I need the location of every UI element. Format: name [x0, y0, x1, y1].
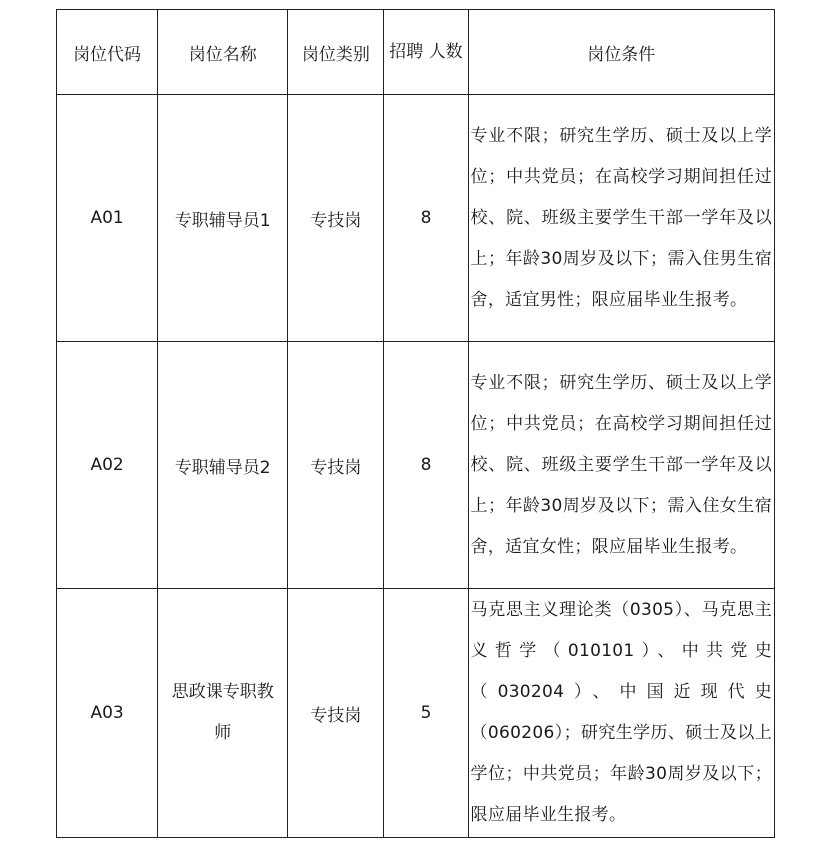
header-position-code: 岗位代码	[57, 10, 158, 95]
cell-position-name: 专职辅导员2	[158, 342, 288, 589]
cell-position-code: A02	[57, 342, 158, 589]
cell-hiring-count: 8	[384, 95, 468, 342]
cell-position-name: 专职辅导员1	[158, 95, 288, 342]
header-position-name: 岗位名称	[158, 10, 288, 95]
header-position-conditions: 岗位条件	[468, 10, 774, 95]
cell-position-conditions: 专业不限；研究生学历、硕士及以上学位；中共党员；在高校学习期间担任过校、院、班级主要学生干部一学年及以上；年龄30周岁及以下；需入住女生宿舍，适宜女性；限应届毕业生报考。	[468, 342, 774, 589]
table-row	[57, 589, 775, 838]
cell-position-name: 思政课专职教师	[158, 589, 288, 838]
cell-position-code: A03	[57, 589, 158, 838]
cell-position-code: A01	[57, 95, 158, 342]
cell-position-category: 专技岗	[288, 342, 384, 589]
cell-position-category: 专技岗	[288, 95, 384, 342]
cell-position-conditions: 马克思主义理论类（0305）、马克思主义哲学（010101）、中共党史（030204）、中国近现代史（060206）；研究生学历、硕士及以上学位；中共党员；年龄30周岁及以下；限应届毕业生报考。	[468, 589, 774, 838]
cell-hiring-count: 5	[384, 589, 468, 838]
header-hiring-count: 招聘 人数	[384, 10, 468, 95]
table-row	[57, 342, 775, 589]
job-positions-table	[56, 9, 775, 838]
table-row	[57, 95, 775, 342]
table-header-row	[57, 10, 775, 95]
cell-position-conditions: 专业不限；研究生学历、硕士及以上学位；中共党员；在高校学习期间担任过校、院、班级主要学生干部一学年及以上；年龄30周岁及以下；需入住男生宿舍，适宜男性；限应届毕业生报考。	[468, 95, 774, 342]
cell-hiring-count: 8	[384, 342, 468, 589]
header-position-category: 岗位类别	[288, 10, 384, 95]
cell-position-category: 专技岗	[288, 589, 384, 838]
